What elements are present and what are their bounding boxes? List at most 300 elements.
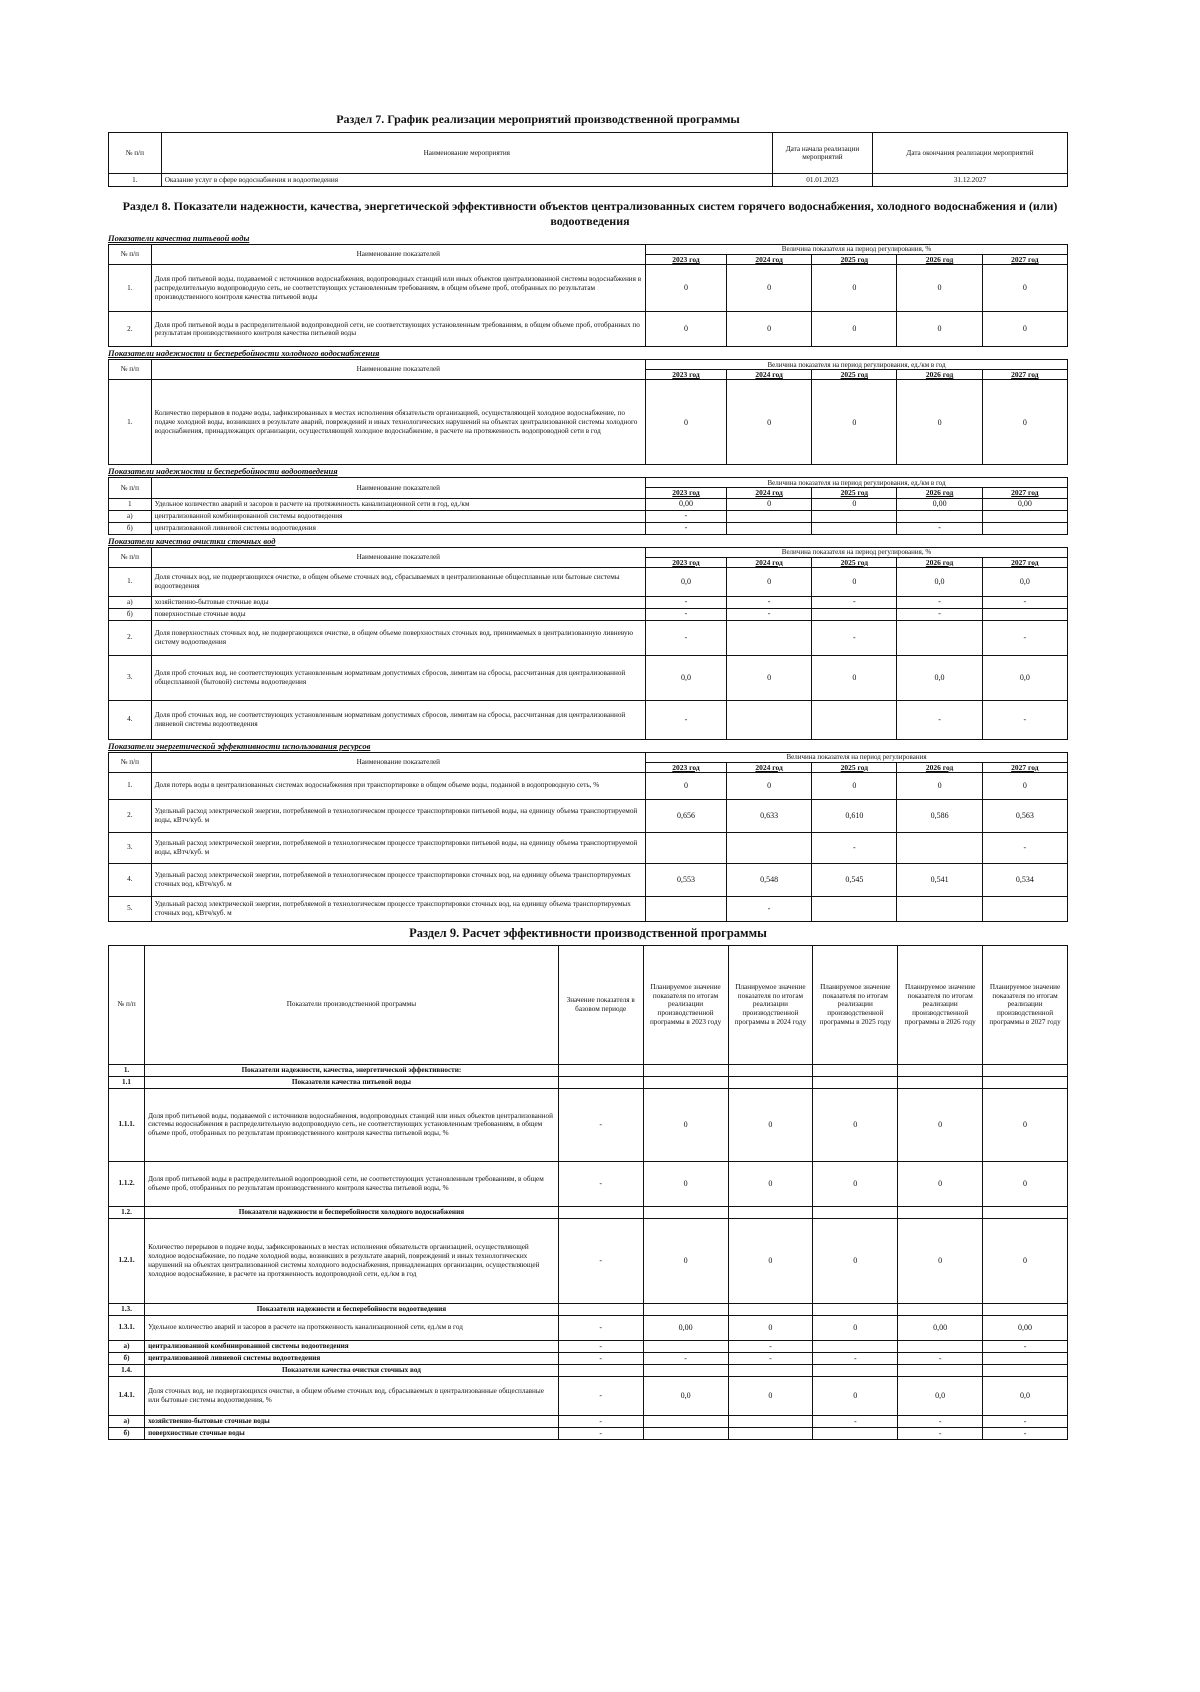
- value-cell: -: [982, 620, 1067, 655]
- value-cell: [812, 510, 897, 522]
- table-row: [109, 1364, 1068, 1376]
- value-cell: 0: [812, 265, 897, 312]
- row-number: 1: [109, 498, 152, 510]
- empty-cell: [643, 1303, 728, 1315]
- row-number: 2.: [109, 620, 152, 655]
- value-cell: 0: [646, 772, 727, 799]
- row-number: 1.3.1.: [109, 1315, 145, 1340]
- row-end-date: 31.12.2027: [873, 174, 1068, 187]
- value-cell: 0,00: [643, 1315, 728, 1340]
- value-cell: 0: [646, 312, 727, 347]
- value-cell: 0: [813, 1315, 898, 1340]
- col-name-header: Наименование показателей: [151, 478, 645, 498]
- row-number: 1.2.: [109, 1206, 145, 1218]
- value-cell: [728, 1427, 813, 1439]
- value-cell: 0: [813, 1161, 898, 1206]
- value-cell: 0: [813, 1376, 898, 1415]
- value-cell: [897, 620, 982, 655]
- value-cell: 0: [643, 1218, 728, 1303]
- row-number: 1.: [109, 380, 152, 465]
- year-header: 2023 год: [646, 255, 727, 265]
- value-cell: 0,0: [983, 1376, 1068, 1415]
- year-header: 2025 год: [812, 255, 897, 265]
- row-number: 2.: [109, 312, 152, 347]
- row-number: а): [109, 1340, 145, 1352]
- row-number: 1.: [109, 567, 152, 596]
- base-value-cell: -: [558, 1415, 643, 1427]
- value-cell: [898, 1340, 983, 1352]
- empty-cell: [728, 1206, 813, 1218]
- col-2027-header: Планируемое значение показателя по итогам реализации производственной программы в 2027 году: [983, 945, 1068, 1064]
- indicator-table: [108, 359, 1068, 465]
- value-cell: 0,656: [646, 799, 727, 832]
- value-cell: -: [983, 1415, 1068, 1427]
- row-name: Оказание услуг в сфере водоснабжения и водоотведения: [161, 174, 772, 187]
- value-cell: 0: [982, 265, 1067, 312]
- value-cell: 0,534: [982, 863, 1067, 896]
- value-cell: [726, 620, 811, 655]
- value-cell: -: [726, 896, 811, 921]
- value-cell: 0: [726, 312, 811, 347]
- value-cell: 0: [726, 772, 811, 799]
- empty-cell: [983, 1064, 1068, 1076]
- row-name: Удельное количество аварий и засоров в расчете на протяженность канализационной сети, ед./км в год: [145, 1315, 559, 1340]
- value-cell: [643, 1415, 728, 1427]
- section-heading-cell: Показатели надежности и бесперебойности водоотведения: [145, 1303, 559, 1315]
- table-row: [109, 1315, 1068, 1340]
- year-header: 2023 год: [646, 762, 727, 772]
- row-name: поверхностные сточные воды: [151, 608, 645, 620]
- value-cell: 0,586: [897, 799, 982, 832]
- base-value-cell: -: [558, 1315, 643, 1340]
- value-cell: -: [982, 596, 1067, 608]
- value-cell: [643, 1427, 728, 1439]
- value-cell: 0: [898, 1218, 983, 1303]
- row-name: централизованной ливневой системы водоотведения: [151, 522, 645, 534]
- year-header: 2026 год: [897, 255, 982, 265]
- col-number-header: № п/п: [109, 133, 162, 174]
- value-cell: 0: [813, 1218, 898, 1303]
- indicator-table: [108, 244, 1068, 347]
- empty-cell: [813, 1064, 898, 1076]
- row-name: Удельный расход электрической энергии, потребляемой в технологическом процессе транспортировки питьевой воды, на единицу объема транспортируемой воды, кВтч/куб. м: [151, 832, 645, 863]
- table-row: [109, 567, 1068, 596]
- value-cell: 0: [728, 1088, 813, 1161]
- value-cell: [812, 896, 897, 921]
- value-cell: [726, 832, 811, 863]
- empty-cell: [728, 1076, 813, 1088]
- value-cell: 0: [813, 1088, 898, 1161]
- section-heading-cell: Показатели качества питьевой воды: [145, 1076, 559, 1088]
- year-header: 2027 год: [982, 557, 1067, 567]
- table-row: [109, 1427, 1068, 1439]
- value-cell: -: [646, 522, 727, 534]
- row-name: централизованной комбинированной системы водоотведения: [145, 1340, 559, 1352]
- value-cell: 0,610: [812, 799, 897, 832]
- row-name: хозяйственно-бытовые сточные воды: [151, 596, 645, 608]
- empty-cell: [728, 1303, 813, 1315]
- row-name: поверхностные сточные воды: [145, 1427, 559, 1439]
- value-cell: 0,00: [983, 1315, 1068, 1340]
- value-cell: [813, 1340, 898, 1352]
- row-name: Доля проб питьевой воды в распределительной водопроводной сети, не соответствующих установленным требованиям, в общем объеме проб, отобранных по результатам производственного контроля качества питьевой воды: [151, 312, 645, 347]
- value-cell: 0: [728, 1376, 813, 1415]
- value-cell: 0: [728, 1161, 813, 1206]
- row-name: Доля сточных вод, не подвергающихся очистке, в общем объеме сточных вод, сбрасываемых в централизованные общесплавные или бытовые системы водоотведения, %: [145, 1376, 559, 1415]
- empty-cell: [558, 1206, 643, 1218]
- value-cell: 0,00: [898, 1315, 983, 1340]
- value-cell: -: [898, 1352, 983, 1364]
- value-cell: 0,0: [982, 567, 1067, 596]
- row-name: Удельное количество аварий и засоров в расчете на протяженность канализационной сети в год, ед./км: [151, 498, 645, 510]
- section-8-title: Раздел 8. Показатели надежности, качества, энергетической эффективности объектов централизованных систем горячего водоснабжения, холодного водоснабжения и (или) водоотведения: [122, 199, 1058, 228]
- col-number-header: № п/п: [109, 752, 152, 772]
- col-name-header: Наименование показателей: [151, 547, 645, 567]
- value-cell: -: [646, 700, 727, 739]
- empty-cell: [898, 1064, 983, 1076]
- value-cell: 0,548: [726, 863, 811, 896]
- value-cell: -: [726, 608, 811, 620]
- row-number: 1.3.: [109, 1303, 145, 1315]
- value-cell: 0,545: [812, 863, 897, 896]
- row-name: Доля проб питьевой воды в распределительной водопроводной сети, не соответствующих установленным требованиям, в общем объеме проб, отобранных по результатам производственного контроля качества питьевой воды, %: [145, 1161, 559, 1206]
- empty-cell: [558, 1076, 643, 1088]
- value-cell: -: [643, 1352, 728, 1364]
- value-cell: -: [897, 608, 982, 620]
- table-row: [109, 620, 1068, 655]
- value-cell: 0,0: [982, 655, 1067, 700]
- value-cell: [983, 1352, 1068, 1364]
- section-heading-cell: Показатели качества очистки сточных вод: [145, 1364, 559, 1376]
- table-row: [109, 1415, 1068, 1427]
- value-cell: -: [897, 522, 982, 534]
- year-header: 2025 год: [812, 370, 897, 380]
- year-header: 2027 год: [982, 255, 1067, 265]
- row-number: 1.2.1.: [109, 1218, 145, 1303]
- value-cell: -: [813, 1415, 898, 1427]
- row-number: 1.4.1.: [109, 1376, 145, 1415]
- value-cell: 0: [812, 380, 897, 465]
- row-number: 1.1.1.: [109, 1088, 145, 1161]
- value-cell: 0,0: [897, 655, 982, 700]
- table-row: [109, 174, 1068, 187]
- empty-cell: [728, 1364, 813, 1376]
- value-cell: [726, 522, 811, 534]
- col-start-header: Дата начала реализации мероприятий: [772, 133, 872, 174]
- value-cell: 0: [643, 1088, 728, 1161]
- value-cell: -: [726, 596, 811, 608]
- value-cell: -: [982, 832, 1067, 863]
- col-base-header: Значение показателя в базовом периоде: [558, 945, 643, 1064]
- value-cell: [728, 1415, 813, 1427]
- col-number-header: № п/п: [109, 478, 152, 498]
- empty-cell: [813, 1303, 898, 1315]
- table-row: [109, 596, 1068, 608]
- table-row: [109, 1206, 1068, 1218]
- value-cell: 0,0: [897, 567, 982, 596]
- value-cell: 0: [812, 312, 897, 347]
- empty-cell: [643, 1064, 728, 1076]
- value-cell: [813, 1427, 898, 1439]
- row-name: Удельный расход электрической энергии, потребляемой в технологическом процессе транспортировки сточных вод, на единицу объема транспортируемых сточных вод, кВтч/куб. м: [151, 863, 645, 896]
- table-row: [109, 1088, 1068, 1161]
- value-cell: 0: [982, 312, 1067, 347]
- value-cell: [982, 896, 1067, 921]
- year-header: 2023 год: [646, 557, 727, 567]
- year-header: 2027 год: [982, 370, 1067, 380]
- value-cell: 0,0: [898, 1376, 983, 1415]
- table-row: [109, 1352, 1068, 1364]
- empty-cell: [643, 1076, 728, 1088]
- table-row: [109, 522, 1068, 534]
- col-end-header: Дата окончания реализации мероприятий: [873, 133, 1068, 174]
- row-start-date: 01.01.2023: [772, 174, 872, 187]
- empty-cell: [898, 1364, 983, 1376]
- year-header: 2027 год: [982, 488, 1067, 498]
- empty-cell: [558, 1303, 643, 1315]
- value-cell: 0,0: [643, 1376, 728, 1415]
- row-name: Количество перерывов в подаче воды, зафиксированных в местах исполнения обязательств организацией, осуществляющей холодное водоснабжение, по подаче холодной воды, возникших в результате аварий, повреждений и иных технологических нарушений на объектах централизованной системы холодного водоснабжения, принадлежащих организации, осуществляющей холодное водоснабжение, в расчете на протяженность водопроводной сети в год: [151, 380, 645, 465]
- value-cell: [982, 522, 1067, 534]
- value-cell: -: [897, 700, 982, 739]
- row-name: Доля проб сточных вод, не соответствующих установленным нормативам допустимых сбросов, лимитам на сбросы, рассчитанная для централизованной общесплавной (бытовой) системы водоотведения: [151, 655, 645, 700]
- value-cell: [897, 896, 982, 921]
- value-cell: [897, 832, 982, 863]
- col-2024-header: Планируемое значение показателя по итогам реализации производственной программы в 2024 году: [728, 945, 813, 1064]
- table-row: [109, 655, 1068, 700]
- value-cell: -: [646, 596, 727, 608]
- schedule-table: [108, 132, 1068, 187]
- value-cell: 0: [646, 380, 727, 465]
- value-cell: -: [897, 596, 982, 608]
- table-row: [109, 799, 1068, 832]
- row-number: 2.: [109, 799, 152, 832]
- section-8-tables: [108, 232, 1068, 922]
- section-heading-cell: Показатели надежности, качества, энергетической эффективности:: [145, 1064, 559, 1076]
- year-header: 2024 год: [726, 557, 811, 567]
- value-cell: 0,0: [646, 567, 727, 596]
- row-number: 1.: [109, 174, 162, 187]
- empty-cell: [558, 1064, 643, 1076]
- year-header: 2026 год: [897, 762, 982, 772]
- base-value-cell: -: [558, 1088, 643, 1161]
- value-cell: 0: [726, 498, 811, 510]
- table-row: [109, 1161, 1068, 1206]
- indicator-table: [108, 477, 1068, 534]
- row-name: централизованной комбинированной системы водоотведения: [151, 510, 645, 522]
- value-cell: -: [898, 1427, 983, 1439]
- base-value-cell: -: [558, 1218, 643, 1303]
- value-cell: [982, 608, 1067, 620]
- subsection-title: Показатели надежности и бесперебойности водоотведения: [108, 466, 338, 477]
- row-number: 3.: [109, 832, 152, 863]
- section-7-title: Раздел 7. График реализации мероприятий производственной программы: [336, 112, 740, 126]
- value-cell: 0: [812, 772, 897, 799]
- table-row: [109, 1064, 1068, 1076]
- empty-cell: [558, 1364, 643, 1376]
- value-cell: -: [646, 608, 727, 620]
- year-header: 2025 год: [812, 557, 897, 567]
- row-number: 1.1: [109, 1076, 145, 1088]
- year-header: 2024 год: [726, 488, 811, 498]
- period-value-header: Величина показателя на период регулирования, ед./км в год: [646, 478, 1068, 488]
- value-cell: -: [728, 1340, 813, 1352]
- empty-cell: [643, 1206, 728, 1218]
- base-value-cell: -: [558, 1161, 643, 1206]
- value-cell: -: [898, 1415, 983, 1427]
- table-row: [109, 832, 1068, 863]
- value-cell: [646, 832, 727, 863]
- efficiency-table: [108, 945, 1068, 1440]
- period-value-header: Величина показателя на период регулирования: [646, 752, 1068, 762]
- col-2023-header: Планируемое значение показателя по итогам реализации производственной программы в 2023 году: [643, 945, 728, 1064]
- period-value-header: Величина показателя на период регулирования, ед./км в год: [646, 360, 1068, 370]
- col-name-header: Наименование показателей: [151, 752, 645, 772]
- value-cell: 0: [812, 498, 897, 510]
- row-name: Доля сточных вод, не подвергающихся очистке, в общем объеме сточных вод, сбрасываемых в централизованные общесплавные или бытовые системы водоотведения: [151, 567, 645, 596]
- value-cell: 0: [983, 1161, 1068, 1206]
- col-indicator-header: Показатели производственной программы: [145, 945, 559, 1064]
- value-cell: -: [812, 832, 897, 863]
- row-name: Доля поверхностных сточных вод, не подвергающихся очистке, в общем объеме поверхностных сточных вод, принимаемых в централизованную ливневую систему водоотведения: [151, 620, 645, 655]
- value-cell: -: [812, 620, 897, 655]
- document-sheet: [108, 112, 1068, 1440]
- row-name: централизованной ливневой системы водоотведения: [145, 1352, 559, 1364]
- table-row: [109, 1076, 1068, 1088]
- row-number: 3.: [109, 655, 152, 700]
- section-heading-cell: Показатели надежности и бесперебойности холодного водоснабжения: [145, 1206, 559, 1218]
- empty-cell: [983, 1303, 1068, 1315]
- value-cell: 0: [898, 1088, 983, 1161]
- year-header: 2025 год: [812, 488, 897, 498]
- empty-cell: [813, 1076, 898, 1088]
- value-cell: 0,00: [646, 498, 727, 510]
- value-cell: [982, 510, 1067, 522]
- empty-cell: [898, 1303, 983, 1315]
- empty-cell: [983, 1364, 1068, 1376]
- row-number: а): [109, 510, 152, 522]
- value-cell: 0,0: [646, 655, 727, 700]
- value-cell: [812, 700, 897, 739]
- empty-cell: [898, 1206, 983, 1218]
- row-number: 1.1.2.: [109, 1161, 145, 1206]
- row-name: хозяйственно-бытовые сточные воды: [145, 1415, 559, 1427]
- indicator-table: [108, 752, 1068, 922]
- row-number: 4.: [109, 700, 152, 739]
- base-value-cell: -: [558, 1340, 643, 1352]
- value-cell: [897, 510, 982, 522]
- row-name: Доля проб сточных вод, не соответствующих установленным нормативам допустимых сбросов, лимитам на сбросы, рассчитанная для централизованной ливневой системы водоотведения: [151, 700, 645, 739]
- year-header: 2027 год: [982, 762, 1067, 772]
- value-cell: -: [728, 1352, 813, 1364]
- row-number: а): [109, 1415, 145, 1427]
- row-number: б): [109, 608, 152, 620]
- year-header: 2024 год: [726, 255, 811, 265]
- value-cell: -: [813, 1352, 898, 1364]
- period-value-header: Величина показателя на период регулирования, %: [646, 245, 1068, 255]
- year-header: 2026 год: [897, 557, 982, 567]
- subsection-title: Показатели качества очистки сточных вод: [108, 535, 276, 546]
- base-value-cell: -: [558, 1376, 643, 1415]
- empty-cell: [983, 1076, 1068, 1088]
- col-number-header: № п/п: [109, 547, 152, 567]
- row-number: 1.4.: [109, 1364, 145, 1376]
- value-cell: 0,541: [897, 863, 982, 896]
- col-2026-header: Планируемое значение показателя по итогам реализации производственной программы в 2026 году: [898, 945, 983, 1064]
- year-header: 2025 год: [812, 762, 897, 772]
- empty-cell: [813, 1364, 898, 1376]
- row-number: б): [109, 1352, 145, 1364]
- table-row: [109, 312, 1068, 347]
- value-cell: [812, 608, 897, 620]
- empty-cell: [983, 1206, 1068, 1218]
- value-cell: -: [983, 1427, 1068, 1439]
- value-cell: 0,00: [982, 498, 1067, 510]
- empty-cell: [643, 1364, 728, 1376]
- base-value-cell: -: [558, 1352, 643, 1364]
- table-row: [109, 1303, 1068, 1315]
- year-header: 2023 год: [646, 370, 727, 380]
- value-cell: 0: [726, 380, 811, 465]
- value-cell: 0: [898, 1161, 983, 1206]
- value-cell: [726, 510, 811, 522]
- table-row: [109, 608, 1068, 620]
- value-cell: 0: [812, 567, 897, 596]
- value-cell: 0: [897, 772, 982, 799]
- value-cell: 0: [726, 265, 811, 312]
- base-value-cell: -: [558, 1427, 643, 1439]
- value-cell: 0,563: [982, 799, 1067, 832]
- value-cell: [643, 1340, 728, 1352]
- year-header: 2026 год: [897, 488, 982, 498]
- value-cell: -: [812, 596, 897, 608]
- subsection-title: Показатели энергетической эффективности использования ресурсов: [108, 740, 371, 751]
- row-name: Удельный расход электрической энергии, потребляемой в технологическом процессе транспортировки сточных вод, на единицу объема транспортируемых сточных вод, кВтч/куб. м: [151, 896, 645, 921]
- table-row: [109, 1340, 1068, 1352]
- value-cell: [646, 896, 727, 921]
- row-name: Удельный расход электрической энергии, потребляемой в технологическом процессе транспортировки питьевой воды, на единицу объема транспортируемой воды, кВтч/куб. м: [151, 799, 645, 832]
- col-number-header: № п/п: [109, 245, 152, 265]
- value-cell: 0: [982, 380, 1067, 465]
- table-row: [109, 265, 1068, 312]
- table-row: [109, 1218, 1068, 1303]
- value-cell: -: [646, 510, 727, 522]
- row-name: Доля проб питьевой воды, подаваемой с источников водоснабжения, водопроводных станций или иных объектов централизованной системы водоснабжения в распределительную водопроводную сеть, не соответствующих установленным требованиям, в общем объеме проб, отобранных по результатам производственного контроля качества питьевой воды: [151, 265, 645, 312]
- value-cell: -: [983, 1340, 1068, 1352]
- value-cell: [726, 700, 811, 739]
- table-row: [109, 700, 1068, 739]
- table-row: [109, 1376, 1068, 1415]
- value-cell: -: [982, 700, 1067, 739]
- empty-cell: [728, 1064, 813, 1076]
- year-header: 2023 год: [646, 488, 727, 498]
- row-number: б): [109, 522, 152, 534]
- value-cell: 0: [812, 655, 897, 700]
- col-number-header: № п/п: [109, 945, 145, 1064]
- section-9-title: Раздел 9. Расчет эффективности производственной программы: [409, 925, 767, 940]
- table-row: [109, 380, 1068, 465]
- value-cell: 0: [726, 655, 811, 700]
- table-row: [109, 896, 1068, 921]
- empty-cell: [898, 1076, 983, 1088]
- value-cell: 0: [726, 567, 811, 596]
- value-cell: 0: [983, 1088, 1068, 1161]
- col-name-header: Наименование показателей: [151, 245, 645, 265]
- row-number: 1.: [109, 1064, 145, 1076]
- row-number: 4.: [109, 863, 152, 896]
- value-cell: 0: [728, 1315, 813, 1340]
- indicator-table: [108, 547, 1068, 740]
